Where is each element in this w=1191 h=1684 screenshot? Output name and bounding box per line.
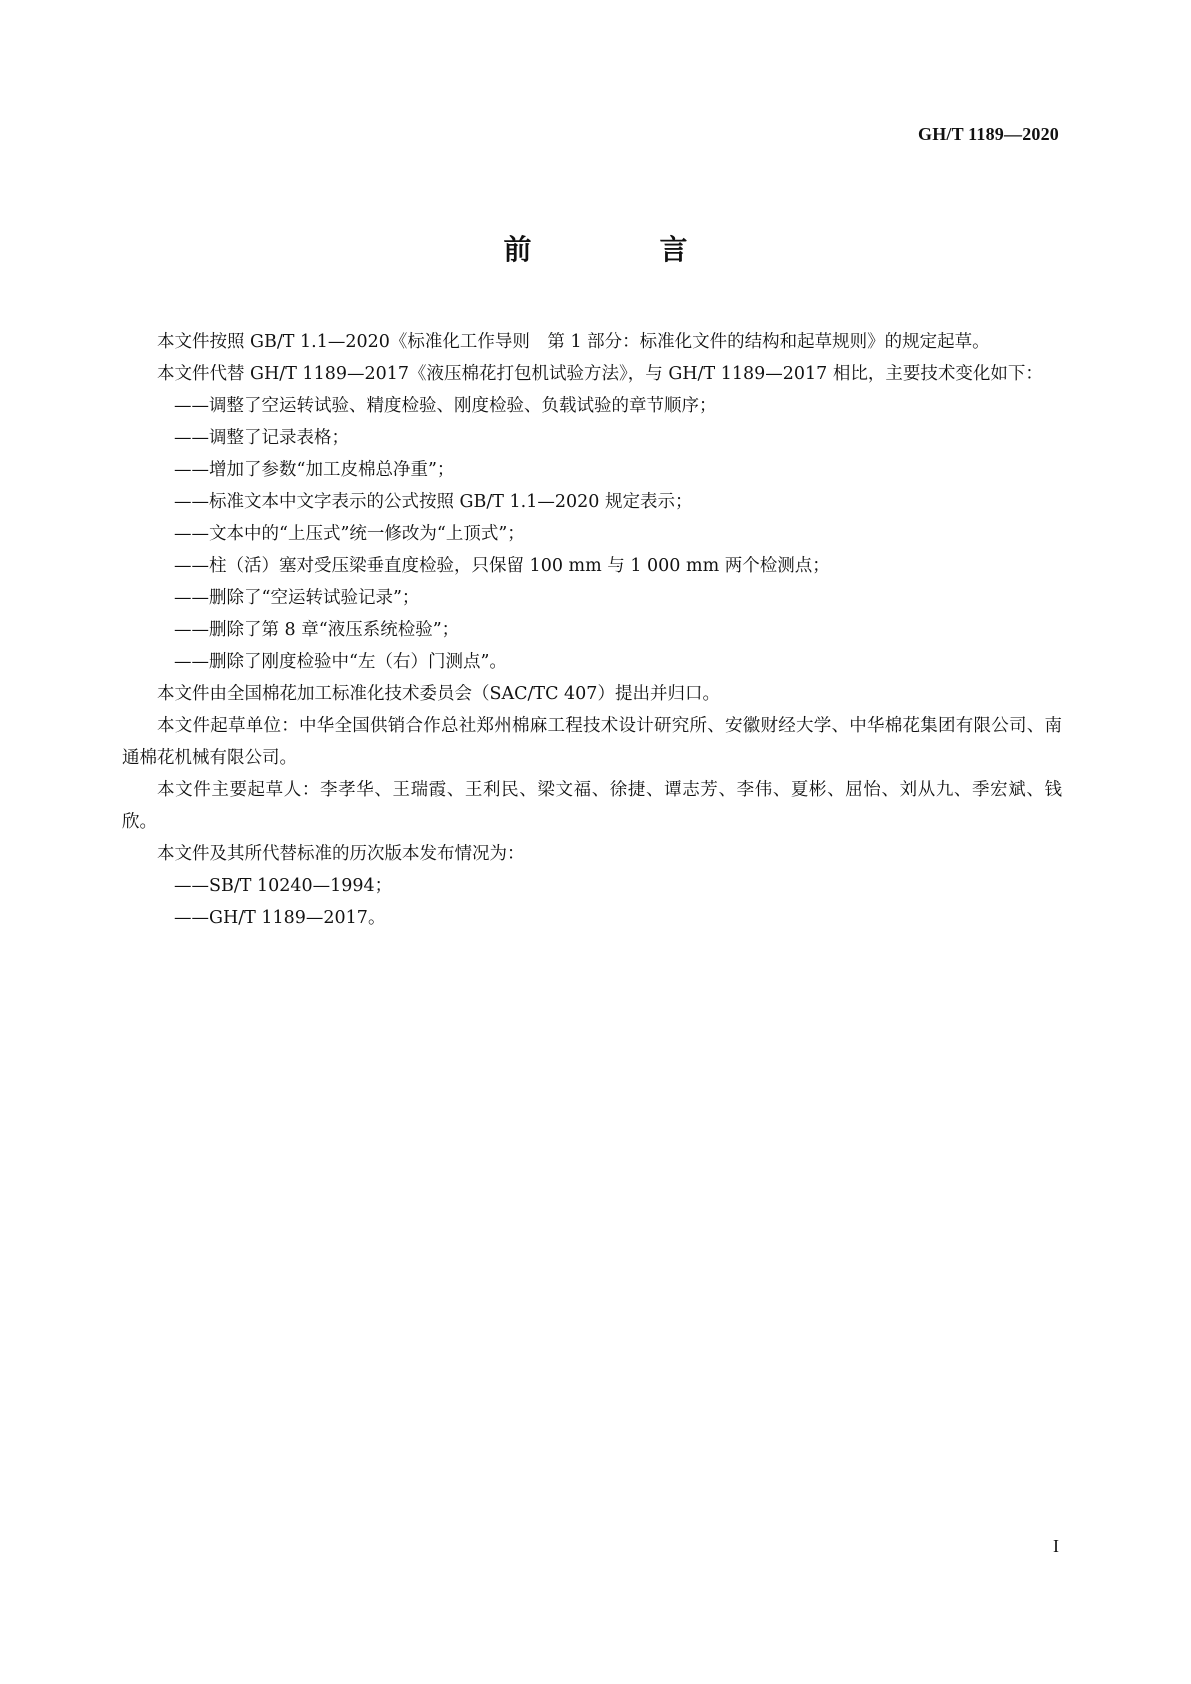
list-item: ——删除了“空运转试验记录”； [174,588,420,608]
list-item: ——柱（活）塞对受压梁垂直度检验，只保留 100 mm 与 1 000 mm 两个检测点； [174,556,830,576]
list-item: ——调整了记录表格； [174,428,349,448]
page-number: I [1053,1536,1059,1556]
change-list [122,390,1062,678]
history-list [122,870,1062,934]
paragraph-drafting-units: 本文件起草单位：中华全国供销合作总社郑州棉麻工程技术设计研究所、安徽财经大学、中华棉花集团有限公司、南通棉花机械有限公司。 [122,716,1062,768]
foreword-body [122,326,1062,934]
paragraph-committee: 本文件由全国棉花加工标准化技术委员会（SAC/TC 407）提出并归口。 [157,684,720,704]
paragraph-drafting-rules: 本文件按照 GB/T 1.1—2020《标准化工作导则 第 1 部分：标准化文件的结构和起草规则》的规定起草。 [157,332,990,352]
list-item: ——SB/T 10240—1994； [174,876,393,896]
list-item: ——删除了刚度检验中“左（右）门测点”。 [174,652,507,672]
list-item: ——文本中的“上压式”统一修改为“上顶式”； [174,524,525,544]
list-item: ——调整了空运转试验、精度检验、刚度检验、负载试验的章节顺序； [174,396,717,416]
page-title: 前 言 [503,233,738,266]
list-item: ——删除了第 8 章“液压系统检验”； [174,620,460,640]
paragraph-replacement: 本文件代替 GH/T 1189—2017《液压棉花打包机试验方法》，与 GH/T 1189—2017 相比，主要技术变化如下： [157,364,1043,384]
list-item: ——GH/T 1189—2017。 [174,908,386,928]
paragraph-version-history: 本文件及其所代替标准的历次版本发布情况为： [157,844,525,864]
paragraph-drafters: 本文件主要起草人：李孝华、王瑞霞、王利民、梁文福、徐捷、谭志芳、李伟、夏彬、屈怡、刘从九、季宏斌、钱欣。 [122,780,1062,832]
list-item: ——增加了参数“加工皮棉总净重”； [174,460,455,480]
list-item: ——标准文本中文字表示的公式按照 GB/T 1.1—2020 规定表示； [174,492,693,512]
document-code: GH/T 1189—2020 [918,124,1059,144]
